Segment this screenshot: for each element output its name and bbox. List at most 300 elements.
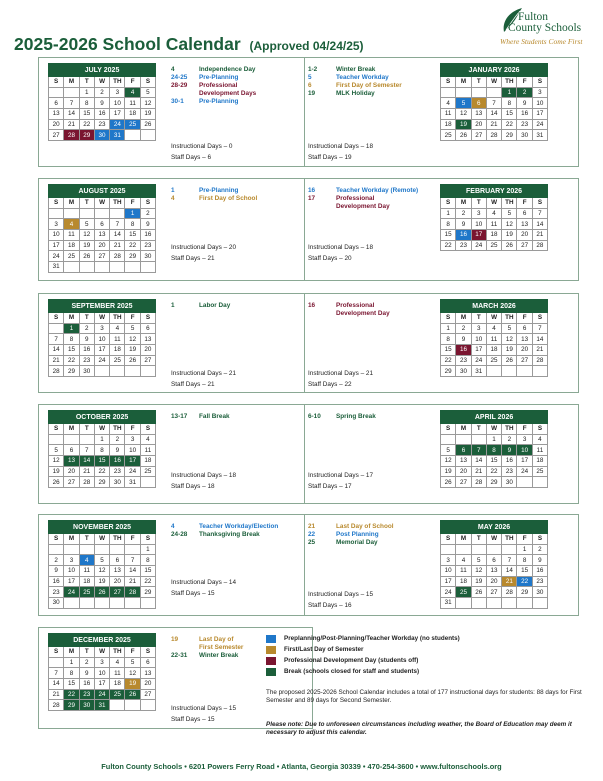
day-cell: 2 bbox=[517, 87, 532, 98]
day-cell: 10 bbox=[49, 230, 64, 241]
day-cell: 6 bbox=[471, 98, 486, 109]
weekday-header: M bbox=[64, 424, 79, 435]
day-cell: 5 bbox=[441, 445, 456, 456]
day-cell: 2 bbox=[110, 434, 125, 445]
day-cell: 13 bbox=[486, 566, 501, 577]
weekday-header: M bbox=[456, 313, 471, 324]
day-cell: 9 bbox=[94, 98, 109, 109]
weekday-header: S bbox=[140, 424, 155, 435]
event-label: Independence Day bbox=[199, 66, 256, 73]
weekday-header: TH bbox=[110, 647, 125, 658]
day-cell: 23 bbox=[110, 466, 125, 477]
day-cell: 8 bbox=[94, 445, 109, 456]
day-counts-march-2026 bbox=[308, 369, 373, 390]
empty-cell bbox=[517, 366, 532, 377]
day-cell: 31 bbox=[94, 700, 109, 711]
day-cell: 21 bbox=[110, 240, 125, 251]
day-cell: 27 bbox=[486, 587, 501, 598]
day-cell: 29 bbox=[502, 130, 517, 141]
event-date: 30-1 bbox=[171, 97, 184, 105]
empty-cell bbox=[64, 208, 79, 219]
day-cell: 6 bbox=[517, 323, 532, 334]
weekday-header: W bbox=[486, 534, 501, 545]
day-cell: 19 bbox=[441, 466, 456, 477]
day-cell: 29 bbox=[64, 700, 79, 711]
event-item bbox=[171, 523, 296, 531]
day-cell: 26 bbox=[502, 240, 517, 251]
event-label: Teacher Workday (Remote) bbox=[336, 187, 419, 194]
event-label: MLK Holiday bbox=[336, 89, 375, 97]
event-item bbox=[308, 90, 436, 98]
day-counts-september-2025 bbox=[171, 369, 236, 390]
day-cell: 28 bbox=[125, 587, 140, 598]
day-cell: 29 bbox=[125, 251, 140, 262]
day-cell: 18 bbox=[486, 345, 501, 356]
day-cell: 8 bbox=[125, 219, 140, 230]
day-cell: 15 bbox=[140, 566, 155, 577]
day-counts-november-2025 bbox=[171, 578, 236, 599]
instructional-days: Instructional Days – 17 bbox=[308, 472, 374, 479]
weekday-header: M bbox=[64, 647, 79, 658]
day-counts-october-2025 bbox=[171, 471, 236, 492]
weekday-header: M bbox=[456, 198, 471, 209]
day-cell: 9 bbox=[79, 668, 94, 679]
day-cell: 22 bbox=[140, 576, 155, 587]
legend-swatch bbox=[266, 635, 276, 643]
day-cell: 27 bbox=[517, 240, 532, 251]
event-date: 1 bbox=[171, 187, 175, 194]
day-cell: 7 bbox=[532, 323, 547, 334]
month-title: DECEMBER 2025 bbox=[49, 634, 156, 647]
day-cell: 25 bbox=[532, 466, 547, 477]
day-cell: 10 bbox=[471, 334, 486, 345]
weekday-header: S bbox=[140, 198, 155, 209]
day-cell: 14 bbox=[532, 219, 547, 230]
event-item bbox=[308, 539, 436, 547]
staff-days: Staff Days – 15 bbox=[171, 589, 215, 597]
day-cell: 7 bbox=[64, 98, 79, 109]
day-cell: 6 bbox=[517, 208, 532, 219]
day-cell: 24 bbox=[471, 355, 486, 366]
day-cell: 16 bbox=[456, 345, 471, 356]
day-cell: 20 bbox=[517, 345, 532, 356]
calendar-january-2026 bbox=[440, 63, 548, 141]
empty-cell bbox=[64, 544, 79, 555]
day-cell: 4 bbox=[456, 555, 471, 566]
day-cell: 26 bbox=[94, 587, 109, 598]
events-march-2026 bbox=[308, 302, 436, 318]
day-cell: 25 bbox=[486, 355, 501, 366]
calendar-february-2026 bbox=[440, 184, 548, 251]
day-cell: 24 bbox=[471, 240, 486, 251]
day-cell: 11 bbox=[486, 334, 501, 345]
day-cell: 14 bbox=[502, 566, 517, 577]
empty-cell bbox=[532, 477, 547, 488]
calendar-august-2025 bbox=[48, 184, 156, 273]
day-cell: 1 bbox=[125, 208, 140, 219]
day-cell: 6 bbox=[64, 445, 79, 456]
events-april-2026 bbox=[308, 413, 436, 421]
empty-cell bbox=[486, 544, 501, 555]
day-cell: 8 bbox=[502, 98, 517, 109]
day-cell: 29 bbox=[140, 587, 155, 598]
day-cell: 26 bbox=[49, 477, 64, 488]
weekday-header: S bbox=[49, 534, 64, 545]
weekday-header: T bbox=[471, 534, 486, 545]
event-date: 4 bbox=[171, 66, 175, 73]
day-cell: 15 bbox=[64, 345, 79, 356]
empty-cell bbox=[471, 87, 486, 98]
day-cell: 15 bbox=[486, 456, 501, 467]
day-cell: 12 bbox=[502, 219, 517, 230]
empty-cell bbox=[471, 434, 486, 445]
day-cell: 11 bbox=[456, 566, 471, 577]
day-cell: 28 bbox=[110, 251, 125, 262]
day-cell: 5 bbox=[94, 555, 109, 566]
event-label: Thanksgiving Break bbox=[199, 530, 260, 538]
day-cell: 2 bbox=[94, 87, 109, 98]
day-cell: 10 bbox=[94, 334, 109, 345]
event-date: 19 bbox=[171, 636, 179, 643]
day-cell: 22 bbox=[94, 466, 109, 477]
day-cell: 18 bbox=[532, 456, 547, 467]
day-cell: 8 bbox=[79, 98, 94, 109]
staff-days: Staff Days – 15 bbox=[171, 715, 215, 723]
staff-days: Staff Days – 22 bbox=[308, 380, 352, 388]
weekday-header: TH bbox=[502, 77, 517, 88]
day-cell: 9 bbox=[110, 445, 125, 456]
day-counts-may-2026 bbox=[308, 590, 373, 611]
event-date: 17 bbox=[308, 194, 316, 202]
day-cell: 14 bbox=[486, 109, 501, 120]
day-cell: 15 bbox=[94, 456, 109, 467]
calendar-december-2025 bbox=[48, 633, 156, 711]
district-logo bbox=[494, 6, 598, 50]
event-label: Fall Break bbox=[199, 413, 230, 420]
instructional-days: Instructional Days – 21 bbox=[171, 370, 237, 377]
day-cell: 23 bbox=[49, 587, 64, 598]
day-cell: 31 bbox=[110, 130, 125, 141]
day-cell: 2 bbox=[79, 657, 94, 668]
day-cell: 21 bbox=[471, 466, 486, 477]
day-cell: 10 bbox=[94, 668, 109, 679]
day-cell: 7 bbox=[486, 98, 501, 109]
day-cell: 8 bbox=[140, 555, 155, 566]
event-label: Teacher Workday/Election bbox=[199, 523, 279, 530]
day-cell: 16 bbox=[79, 345, 94, 356]
event-label: Pre-Planning bbox=[199, 73, 239, 81]
empty-cell bbox=[502, 366, 517, 377]
day-cell: 6 bbox=[140, 657, 155, 668]
weekday-header: T bbox=[79, 198, 94, 209]
day-cell: 25 bbox=[110, 355, 125, 366]
day-cell: 15 bbox=[441, 230, 456, 241]
empty-cell bbox=[49, 657, 64, 668]
day-cell: 2 bbox=[456, 323, 471, 334]
day-cell: 28 bbox=[532, 240, 547, 251]
event-label: Winter Break bbox=[199, 651, 239, 659]
weekday-header: S bbox=[532, 313, 547, 324]
day-cell: 18 bbox=[486, 230, 501, 241]
calendar-april-2026 bbox=[440, 410, 548, 488]
day-cell: 1 bbox=[64, 323, 79, 334]
empty-cell bbox=[49, 208, 64, 219]
day-cell: 28 bbox=[64, 130, 79, 141]
day-cell: 14 bbox=[471, 456, 486, 467]
event-item bbox=[171, 98, 296, 106]
weekday-header: W bbox=[94, 424, 109, 435]
day-cell: 26 bbox=[456, 130, 471, 141]
day-cell: 4 bbox=[64, 219, 79, 230]
day-cell: 19 bbox=[456, 119, 471, 130]
staff-days: Staff Days – 20 bbox=[308, 254, 352, 262]
day-cell: 20 bbox=[140, 345, 155, 356]
weekday-header: S bbox=[441, 313, 456, 324]
day-cell: 27 bbox=[94, 251, 109, 262]
event-date: 22 bbox=[308, 530, 316, 538]
logo-line2: County Schools bbox=[508, 22, 582, 34]
event-item bbox=[171, 302, 296, 310]
instructional-days: Instructional Days – 15 bbox=[171, 705, 237, 712]
calendar-march-2026 bbox=[440, 299, 548, 377]
day-cell: 30 bbox=[140, 251, 155, 262]
day-cell: 16 bbox=[502, 456, 517, 467]
legend bbox=[266, 633, 596, 677]
event-label: Professional Development Day bbox=[336, 302, 390, 317]
day-cell: 9 bbox=[502, 445, 517, 456]
day-cell: 21 bbox=[532, 230, 547, 241]
event-date: 16 bbox=[308, 187, 316, 194]
day-cell: 15 bbox=[64, 679, 79, 690]
weekday-header: W bbox=[94, 77, 109, 88]
empty-cell bbox=[140, 700, 155, 711]
day-cell: 19 bbox=[79, 240, 94, 251]
events-august-2025 bbox=[171, 187, 296, 203]
empty-cell bbox=[94, 366, 109, 377]
month-title: MARCH 2026 bbox=[441, 300, 548, 313]
day-cell: 9 bbox=[456, 334, 471, 345]
day-cell: 20 bbox=[471, 119, 486, 130]
weekday-header: TH bbox=[502, 534, 517, 545]
day-cell: 29 bbox=[441, 366, 456, 377]
empty-cell bbox=[532, 366, 547, 377]
day-cell: 23 bbox=[532, 576, 547, 587]
day-cell: 25 bbox=[125, 119, 140, 130]
day-cell: 31 bbox=[532, 130, 547, 141]
disclaimer-note: Please note: Due to unforeseen circumstances including weather, the Board of Education may deem it necessary to adjust this calendar. bbox=[266, 721, 572, 736]
day-cell: 15 bbox=[517, 566, 532, 577]
staff-days: Staff Days – 21 bbox=[171, 254, 215, 262]
day-cell: 21 bbox=[532, 345, 547, 356]
event-item bbox=[171, 74, 296, 82]
empty-cell bbox=[110, 366, 125, 377]
day-cell: 30 bbox=[79, 700, 94, 711]
staff-days: Staff Days – 17 bbox=[308, 482, 352, 490]
instructional-days: Instructional Days – 14 bbox=[171, 579, 237, 586]
day-cell: 30 bbox=[94, 130, 109, 141]
event-item bbox=[308, 413, 436, 421]
event-item bbox=[171, 195, 296, 203]
day-cell: 1 bbox=[441, 323, 456, 334]
page-title bbox=[14, 34, 364, 55]
weekday-header: W bbox=[486, 424, 501, 435]
day-cell: 21 bbox=[49, 689, 64, 700]
month-title: OCTOBER 2025 bbox=[49, 411, 156, 424]
event-date: 6-10 bbox=[308, 413, 321, 420]
weekday-header: W bbox=[94, 647, 109, 658]
day-cell: 21 bbox=[79, 466, 94, 477]
empty-cell bbox=[456, 87, 471, 98]
day-cell: 17 bbox=[471, 345, 486, 356]
weekday-header: TH bbox=[110, 77, 125, 88]
day-cell: 1 bbox=[441, 208, 456, 219]
day-cell: 31 bbox=[441, 598, 456, 609]
weekday-header: S bbox=[140, 313, 155, 324]
weekday-header: M bbox=[64, 77, 79, 88]
day-cell: 22 bbox=[486, 466, 501, 477]
day-cell: 11 bbox=[140, 445, 155, 456]
empty-cell bbox=[94, 262, 109, 273]
events-february-2026 bbox=[308, 187, 436, 211]
day-cell: 6 bbox=[140, 323, 155, 334]
day-cell: 11 bbox=[110, 668, 125, 679]
day-cell: 30 bbox=[502, 477, 517, 488]
day-cell: 16 bbox=[532, 566, 547, 577]
day-cell: 6 bbox=[94, 219, 109, 230]
day-cell: 12 bbox=[140, 98, 155, 109]
day-cell: 19 bbox=[125, 345, 140, 356]
day-cell: 1 bbox=[486, 434, 501, 445]
day-cell: 20 bbox=[110, 576, 125, 587]
event-label: Post Planning bbox=[336, 530, 379, 538]
weekday-header: F bbox=[517, 313, 532, 324]
day-cell: 13 bbox=[517, 334, 532, 345]
day-cell: 10 bbox=[64, 566, 79, 577]
day-cell: 2 bbox=[49, 555, 64, 566]
day-cell: 22 bbox=[64, 689, 79, 700]
instructional-days: Instructional Days – 18 bbox=[171, 472, 237, 479]
day-cell: 9 bbox=[456, 219, 471, 230]
empty-cell bbox=[140, 366, 155, 377]
day-cell: 1 bbox=[64, 657, 79, 668]
day-cell: 20 bbox=[456, 466, 471, 477]
event-date: 4 bbox=[171, 523, 175, 530]
day-cell: 8 bbox=[441, 334, 456, 345]
day-cell: 1 bbox=[517, 544, 532, 555]
day-cell: 9 bbox=[79, 334, 94, 345]
legend-label: Break (schools closed for staff and students) bbox=[284, 668, 420, 675]
day-cell: 4 bbox=[110, 323, 125, 334]
day-cell: 25 bbox=[79, 587, 94, 598]
day-cell: 22 bbox=[441, 240, 456, 251]
month-title: JANUARY 2026 bbox=[441, 64, 548, 77]
event-label: First Day of School bbox=[199, 194, 258, 202]
weekday-header: T bbox=[471, 424, 486, 435]
event-item bbox=[308, 302, 436, 318]
event-label: Pre-Planning bbox=[199, 187, 239, 194]
weekday-header: S bbox=[441, 198, 456, 209]
empty-cell bbox=[110, 598, 125, 609]
weekday-header: W bbox=[486, 77, 501, 88]
calendar-may-2026 bbox=[440, 520, 548, 609]
day-cell: 7 bbox=[79, 445, 94, 456]
empty-cell bbox=[110, 208, 125, 219]
day-cell: 8 bbox=[441, 219, 456, 230]
empty-cell bbox=[140, 262, 155, 273]
day-cell: 17 bbox=[532, 109, 547, 120]
day-cell: 5 bbox=[502, 208, 517, 219]
weekday-header: S bbox=[532, 534, 547, 545]
day-cell: 11 bbox=[441, 109, 456, 120]
day-cell: 19 bbox=[502, 230, 517, 241]
empty-cell bbox=[79, 262, 94, 273]
weekday-header: M bbox=[64, 313, 79, 324]
empty-cell bbox=[486, 366, 501, 377]
day-cell: 4 bbox=[140, 434, 155, 445]
day-cell: 20 bbox=[94, 240, 109, 251]
event-date: 19 bbox=[308, 89, 316, 97]
weekday-header: F bbox=[517, 77, 532, 88]
day-cell: 3 bbox=[532, 87, 547, 98]
day-cell: 21 bbox=[502, 576, 517, 587]
day-cell: 23 bbox=[79, 355, 94, 366]
day-cell: 28 bbox=[532, 355, 547, 366]
weekday-header: S bbox=[532, 424, 547, 435]
day-cell: 31 bbox=[49, 262, 64, 273]
day-cell: 16 bbox=[110, 456, 125, 467]
day-cell: 15 bbox=[441, 345, 456, 356]
event-label: Professional Development Days bbox=[199, 81, 257, 97]
day-cell: 11 bbox=[110, 334, 125, 345]
instructional-days: Instructional Days – 15 bbox=[308, 591, 374, 598]
day-cell: 29 bbox=[79, 130, 94, 141]
day-cell: 22 bbox=[125, 240, 140, 251]
weekday-header: M bbox=[456, 424, 471, 435]
day-cell: 20 bbox=[49, 119, 64, 130]
month-title: MAY 2026 bbox=[441, 521, 548, 534]
day-cell: 5 bbox=[79, 219, 94, 230]
empty-cell bbox=[64, 598, 79, 609]
event-date: 24-28 bbox=[171, 530, 188, 538]
day-cell: 16 bbox=[94, 109, 109, 120]
empty-cell bbox=[125, 544, 140, 555]
day-cell: 27 bbox=[49, 130, 64, 141]
day-cell: 10 bbox=[441, 566, 456, 577]
events-july-2025 bbox=[171, 66, 296, 106]
instructional-days: Instructional Days – 18 bbox=[308, 143, 374, 150]
day-cell: 11 bbox=[79, 566, 94, 577]
day-cell: 5 bbox=[125, 323, 140, 334]
day-cell: 23 bbox=[517, 119, 532, 130]
title-text: 2025-2026 School Calendar bbox=[14, 34, 241, 54]
weekday-header: S bbox=[49, 424, 64, 435]
empty-cell bbox=[125, 130, 140, 141]
day-cell: 3 bbox=[441, 555, 456, 566]
weekday-header: W bbox=[94, 534, 109, 545]
event-label: First Day of Semester bbox=[336, 81, 402, 89]
logo-line1: Fulton bbox=[518, 11, 549, 23]
legend-label: Professional Development Day (students off) bbox=[284, 657, 419, 664]
weekday-header: S bbox=[49, 198, 64, 209]
day-cell: 14 bbox=[532, 334, 547, 345]
day-cell: 26 bbox=[502, 355, 517, 366]
day-cell: 9 bbox=[517, 98, 532, 109]
day-cell: 18 bbox=[79, 576, 94, 587]
day-cell: 16 bbox=[456, 230, 471, 241]
day-cell: 12 bbox=[502, 334, 517, 345]
day-counts-april-2026 bbox=[308, 471, 373, 492]
day-cell: 10 bbox=[517, 445, 532, 456]
